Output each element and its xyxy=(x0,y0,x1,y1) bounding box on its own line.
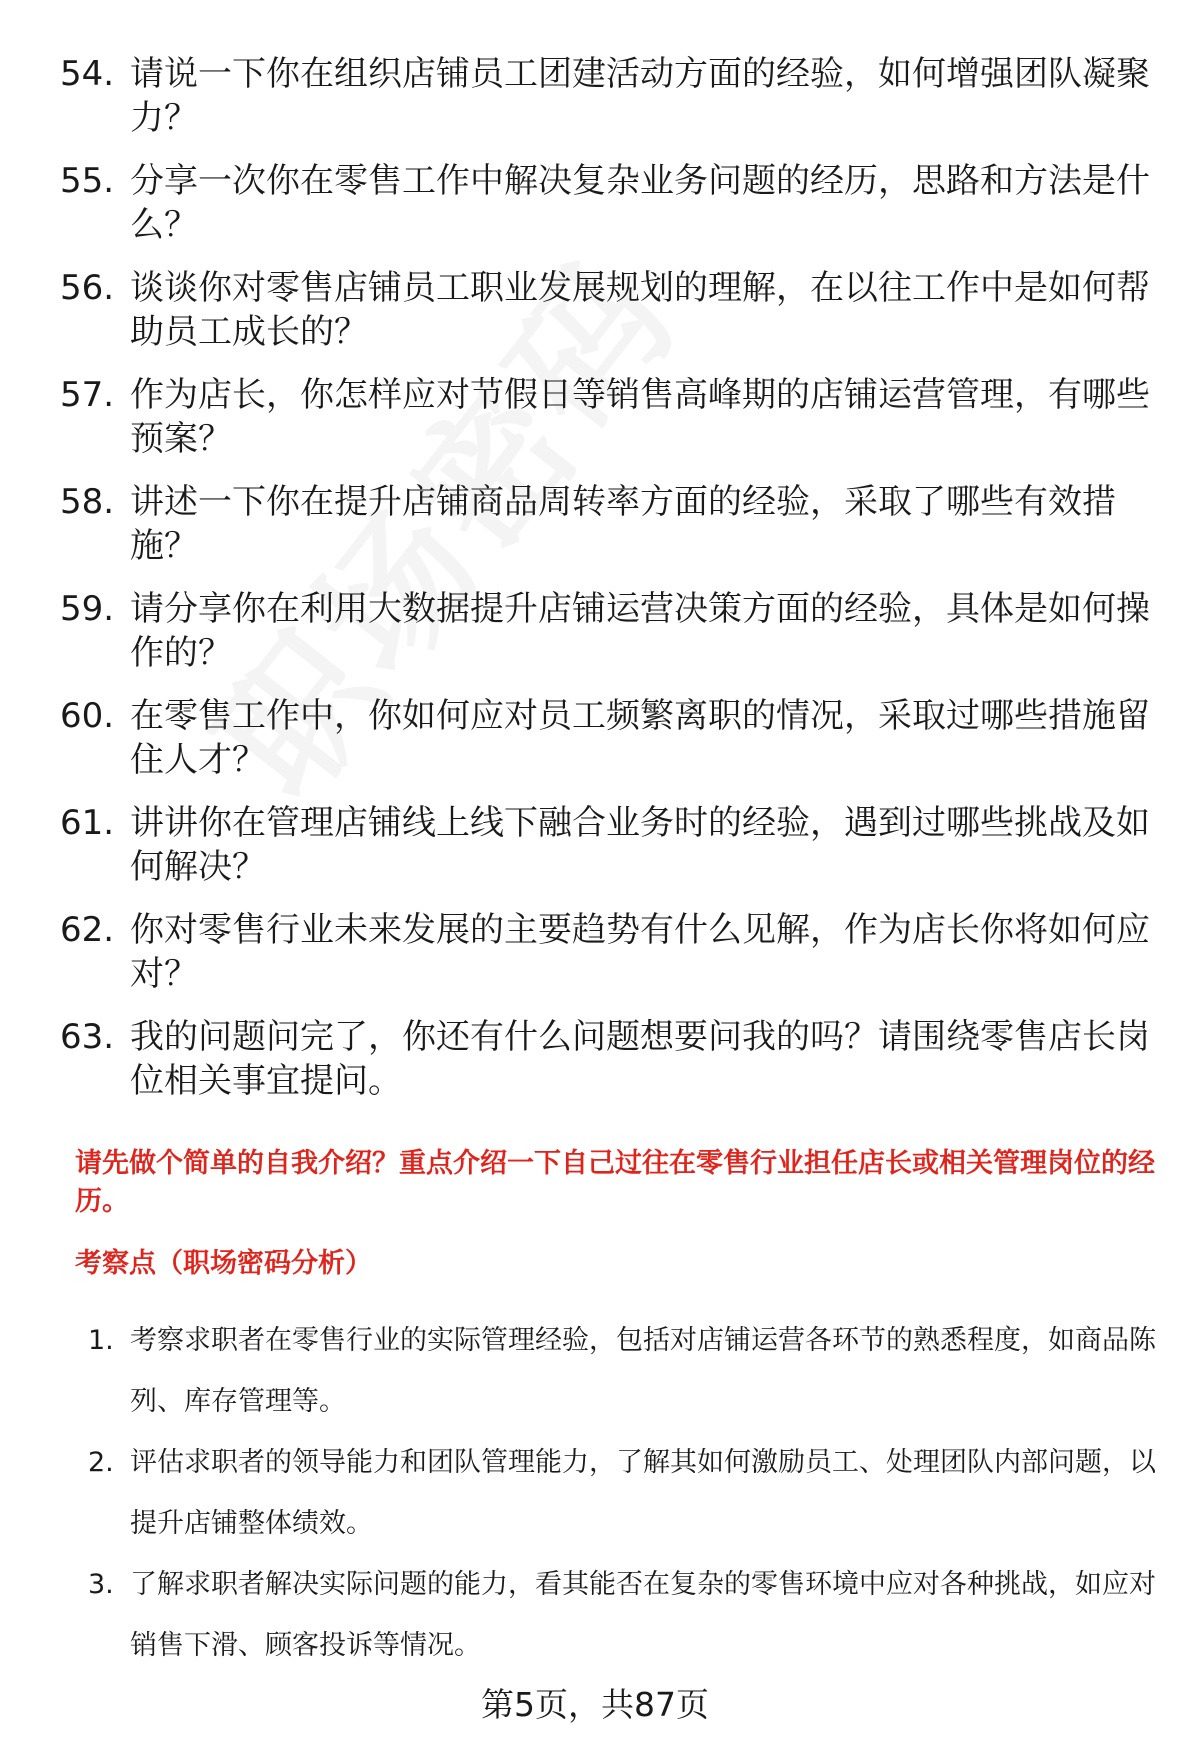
point-text: 了解求职者解决实际问题的能力，看其能否在复杂的零售环境中应对各种挑战，如应对销售下滑、顾客投诉等情况。 xyxy=(130,1569,1156,1661)
question-item xyxy=(60,373,1150,461)
question-text: 讲述一下你在提升店铺商品周转率方面的经验，采取了哪些有效措施？ xyxy=(130,482,1116,566)
point-item xyxy=(88,1554,1158,1676)
question-text: 我的问题问完了，你还有什么问题想要问我的吗？请围绕零售店长岗位相关事宜提问。 xyxy=(130,1017,1150,1101)
question-number: 62. xyxy=(60,910,115,950)
question-text: 在零售工作中，你如何应对员工频繁离职的情况，采取过哪些措施留住人才？ xyxy=(130,696,1150,780)
question-item xyxy=(60,694,1150,782)
question-item xyxy=(60,1015,1150,1103)
points-heading: 考察点（职场密码分析） xyxy=(75,1248,372,1279)
question-number: 59. xyxy=(60,589,115,629)
question-item xyxy=(60,266,1150,354)
question-item xyxy=(60,480,1150,568)
question-item xyxy=(60,908,1150,996)
points-list xyxy=(88,1310,1158,1676)
question-number: 54. xyxy=(60,54,115,94)
point-item xyxy=(88,1310,1158,1432)
question-text: 讲讲你在管理店铺线上线下融合业务时的经验，遇到过哪些挑战及如何解决？ xyxy=(130,803,1150,887)
question-text: 请说一下你在组织店铺员工团建活动方面的经验，如何增强团队凝聚力？ xyxy=(130,54,1150,138)
question-text: 请分享你在利用大数据提升店铺运营决策方面的经验，具体是如何操作的？ xyxy=(130,589,1150,673)
question-number: 60. xyxy=(60,696,115,736)
question-text: 谈谈你对零售店铺员工职业发展规划的理解，在以往工作中是如何帮助员工成长的？ xyxy=(130,268,1150,352)
question-item xyxy=(60,159,1150,247)
question-number: 55. xyxy=(60,161,115,201)
point-number: 2. xyxy=(88,1447,114,1478)
question-text: 作为店长，你怎样应对节假日等销售高峰期的店铺运营管理，有哪些预案？ xyxy=(130,375,1150,459)
question-text: 分享一次你在零售工作中解决复杂业务问题的经历，思路和方法是什么？ xyxy=(130,161,1150,245)
question-number: 57. xyxy=(60,375,115,415)
question-item xyxy=(60,801,1150,889)
question-list xyxy=(60,52,1150,1122)
point-number: 1. xyxy=(88,1325,114,1356)
question-item xyxy=(60,52,1150,140)
question-number: 56. xyxy=(60,268,115,308)
question-number: 61. xyxy=(60,803,115,843)
point-number: 3. xyxy=(88,1569,114,1600)
point-text: 考察求职者在零售行业的实际管理经验，包括对店铺运营各环节的熟悉程度，如商品陈列、库存管理等。 xyxy=(130,1325,1156,1417)
question-item xyxy=(60,587,1150,675)
point-text: 评估求职者的领导能力和团队管理能力，了解其如何激励员工、处理团队内部问题，以提升店铺整体绩效。 xyxy=(130,1447,1156,1539)
question-number: 58. xyxy=(60,482,115,522)
point-item xyxy=(88,1432,1158,1554)
question-text: 你对零售行业未来发展的主要趋势有什么见解，作为店长你将如何应对？ xyxy=(130,910,1150,994)
section-heading: 请先做个简单的自我介绍？重点介绍一下自己过往在零售行业担任店长或相关管理岗位的经历。 xyxy=(75,1148,1155,1217)
page-footer: 第5页，共87页 xyxy=(481,1685,709,1724)
question-number: 63. xyxy=(60,1017,115,1057)
